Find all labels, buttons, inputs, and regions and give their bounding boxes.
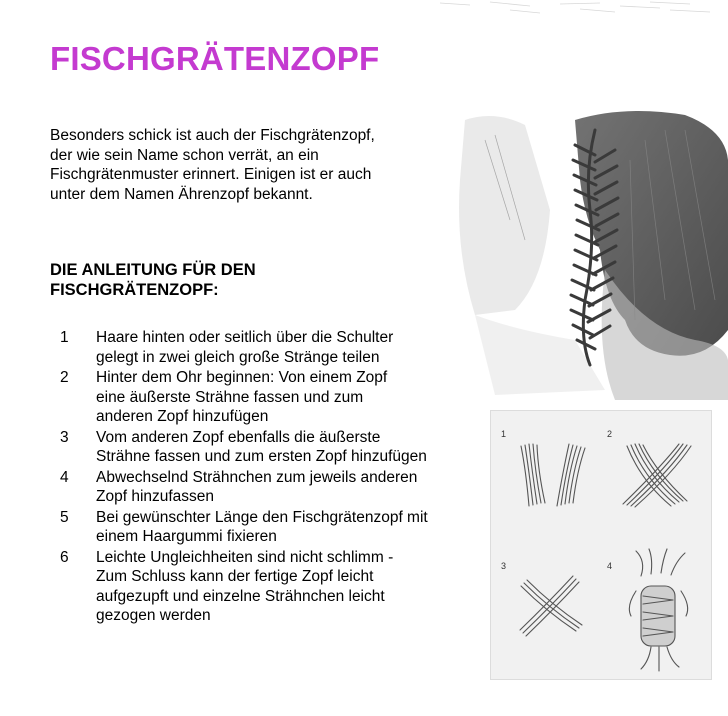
- step-text: [96, 548, 393, 626]
- step-line: eine äußerste Strähne fassen und zum: [96, 388, 364, 406]
- braid-steps-diagram: [490, 410, 712, 680]
- step-item: [60, 428, 490, 467]
- step-line: anderen Zopf hinzufügen: [96, 408, 269, 425]
- step-line: Leichte Ungleichheiten sind nicht schlimm -: [96, 548, 394, 566]
- intro-line: unter dem Namen Ährenzopf bekannt.: [50, 185, 313, 203]
- step-line: Hinter dem Ohr beginnen: Von einem Zopf: [96, 369, 388, 386]
- step-item: [60, 368, 490, 427]
- step-text: [96, 468, 417, 507]
- top-edge-smudge: [430, 0, 728, 26]
- step-line: Zopf hinzufassen: [96, 488, 215, 505]
- diagram-step-2: [623, 444, 691, 507]
- step-line: einem Haargummi fixieren: [96, 528, 277, 545]
- step-text: [96, 508, 428, 547]
- step-line: Abwechselnd Strähnchen zum jeweils anderen: [96, 468, 418, 486]
- step-line: gezogen werden: [96, 607, 211, 624]
- intro-line: der wie sein Name schon verrät, an ein: [50, 146, 319, 164]
- intro-line: Fischgrätenmuster erinnert. Einigen ist er auch: [50, 166, 372, 183]
- heading-line: FISCHGRÄTENZOPF:: [50, 281, 219, 299]
- heading-line: DIE ANLEITUNG FÜR DEN: [50, 261, 256, 279]
- step-number: 3: [60, 428, 69, 446]
- diagram-label-1: 1: [501, 429, 507, 439]
- diagram-step-1: [521, 444, 585, 506]
- step-line: Haare hinten oder seitlich über die Schulter: [96, 329, 394, 346]
- step-item: [60, 508, 490, 547]
- step-number: 6: [60, 548, 69, 566]
- intro-paragraph: [50, 126, 440, 204]
- step-line: Strähne fassen und zum ersten Zopf hinzufügen: [96, 448, 427, 465]
- diagram-step-3: [520, 576, 582, 636]
- step-line: Bei gewünschter Länge den Fischgrätenzopf mit: [96, 508, 428, 526]
- step-number: 4: [60, 468, 69, 486]
- step-text: [96, 368, 387, 427]
- instructions-heading: [50, 260, 256, 300]
- step-line: Vom anderen Zopf ebenfalls die äußerste: [96, 428, 381, 446]
- diagram-label-3: 3: [501, 561, 507, 571]
- intro-line: Besonders schick ist auch der Fischgrätenzopf,: [50, 127, 375, 144]
- step-text: [96, 428, 427, 467]
- step-line: gelegt in zwei gleich große Stränge teilen: [96, 348, 380, 366]
- diagram-step-4: [629, 549, 687, 671]
- page-title: FISCHGRÄTENZOPF: [50, 40, 380, 77]
- step-text: [96, 328, 393, 367]
- step-number: 2: [60, 369, 69, 386]
- braid-photo: [455, 100, 728, 400]
- diagram-label-4: 4: [607, 561, 613, 571]
- step-item: [60, 468, 490, 507]
- step-number: 5: [60, 508, 69, 526]
- step-line: Zum Schluss kann der fertige Zopf leicht: [96, 568, 374, 585]
- step-item: [60, 548, 490, 626]
- diagram-label-2: 2: [607, 429, 613, 439]
- steps-list: [60, 328, 490, 627]
- step-number: 1: [60, 329, 69, 346]
- diagram-illustration: [491, 411, 711, 679]
- step-line: aufgezupft und einzelne Strähnchen leicht: [96, 587, 385, 605]
- step-item: [60, 328, 490, 367]
